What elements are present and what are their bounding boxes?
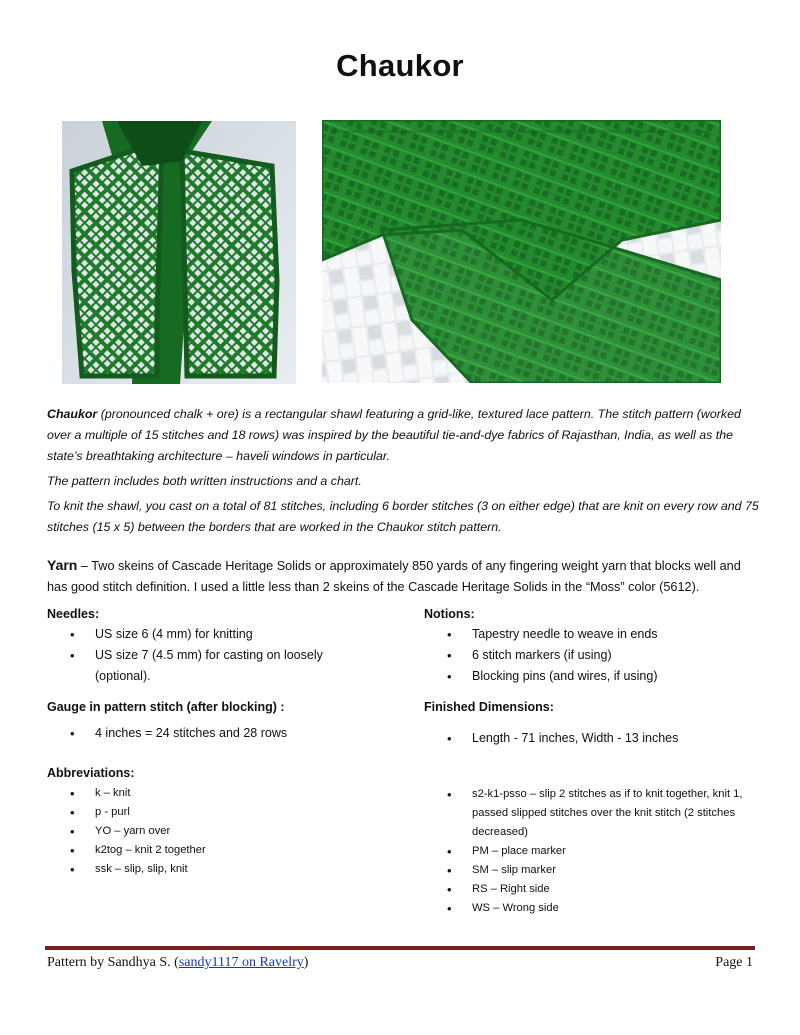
dimensions-heading: Finished Dimensions: bbox=[424, 700, 554, 714]
abbreviations-section bbox=[47, 766, 377, 879]
scarf-hanging-photo bbox=[62, 121, 296, 384]
abbreviations-right-column bbox=[424, 785, 754, 918]
notions-section bbox=[424, 607, 764, 687]
list-item: • PM – place marker bbox=[424, 842, 754, 861]
page-title: Chaukor bbox=[336, 48, 464, 83]
notions-heading: Notions: bbox=[424, 607, 475, 621]
list-item: • YO – yarn over bbox=[47, 822, 377, 841]
intro-text-1: (pronounced chalk + ore) is a rectangular shawl featuring a grid-like, textured lace pattern. The stitch pattern (worked over a multiple of 15 stitches and 18 rows) was inspired by the beautiful tie-and-dye fabrics of Rajasthan, India, as well as the state’s breathtaking architecture – haveli windows in particular. bbox=[47, 407, 741, 463]
needles-section bbox=[47, 607, 377, 687]
list-item: • ssk – slip, slip, knit bbox=[47, 860, 377, 879]
list-item: • Length - 71 inches, Width - 13 inches bbox=[424, 728, 764, 749]
intro-section bbox=[47, 404, 763, 542]
gauge-heading: Gauge in pattern stitch (after blocking) : bbox=[47, 700, 285, 714]
list-item: • k2tog – knit 2 together bbox=[47, 841, 377, 860]
list-item: • US size 7 (4.5 mm) for casting on loosely (optional). bbox=[47, 645, 377, 687]
footer-divider bbox=[45, 946, 755, 950]
list-item: • US size 6 (4 mm) for knitting bbox=[47, 624, 377, 645]
list-item: • p - purl bbox=[47, 803, 377, 822]
pattern-name: Chaukor bbox=[47, 407, 98, 421]
dimensions-section bbox=[424, 700, 764, 749]
page-number: Page 1 bbox=[715, 955, 753, 970]
yarn-label: Yarn bbox=[47, 557, 78, 573]
yarn-section bbox=[47, 555, 763, 598]
list-item: • SM – slip marker bbox=[424, 861, 754, 880]
intro-paragraph-3: To knit the shawl, you cast on a total of 81 stitches, including 6 border stitches (3 on either edge) that are knit on every row and 75 stitches (15 x 5) between the borders that are worked in the Chaukor stitch pattern. bbox=[47, 499, 759, 534]
intro-paragraph-1 bbox=[47, 404, 763, 467]
list-item: • WS – Wrong side bbox=[424, 899, 754, 918]
intro-paragraph-2: The pattern includes both written instructions and a chart. bbox=[47, 474, 362, 488]
footer-suffix: ) bbox=[303, 955, 309, 970]
scarf-laid-flat-photo bbox=[322, 120, 721, 383]
list-item: • RS – Right side bbox=[424, 880, 754, 899]
list-item: • 4 inches = 24 stitches and 28 rows bbox=[47, 723, 407, 744]
abbreviations-heading: Abbreviations: bbox=[47, 766, 135, 780]
footer bbox=[47, 955, 753, 971]
gauge-section bbox=[47, 700, 407, 744]
list-item: • s2-k1-psso – slip 2 stitches as if to knit together, knit 1, passed slipped stitches over the knit stitch (2 stitches decreased) bbox=[424, 785, 754, 842]
list-item: • k – knit bbox=[47, 784, 377, 803]
list-item: • Blocking pins (and wires, if using) bbox=[424, 666, 764, 687]
footer-prefix: Pattern by Sandhya S. ( bbox=[47, 955, 179, 970]
list-item: • Tapestry needle to weave in ends bbox=[424, 624, 764, 645]
yarn-text: – Two skeins of Cascade Heritage Solids or approximately 850 yards of any fingering weight yarn that blocks well and has good stitch definition. I used a little less than 2 skeins of the Cascade Heritage Solids in the “Moss” color (5612). bbox=[47, 559, 741, 594]
ravelry-link[interactable]: sandy1117 on Ravelry bbox=[178, 955, 304, 970]
needles-heading: Needles: bbox=[47, 607, 100, 621]
list-item: • 6 stitch markers (if using) bbox=[424, 645, 764, 666]
